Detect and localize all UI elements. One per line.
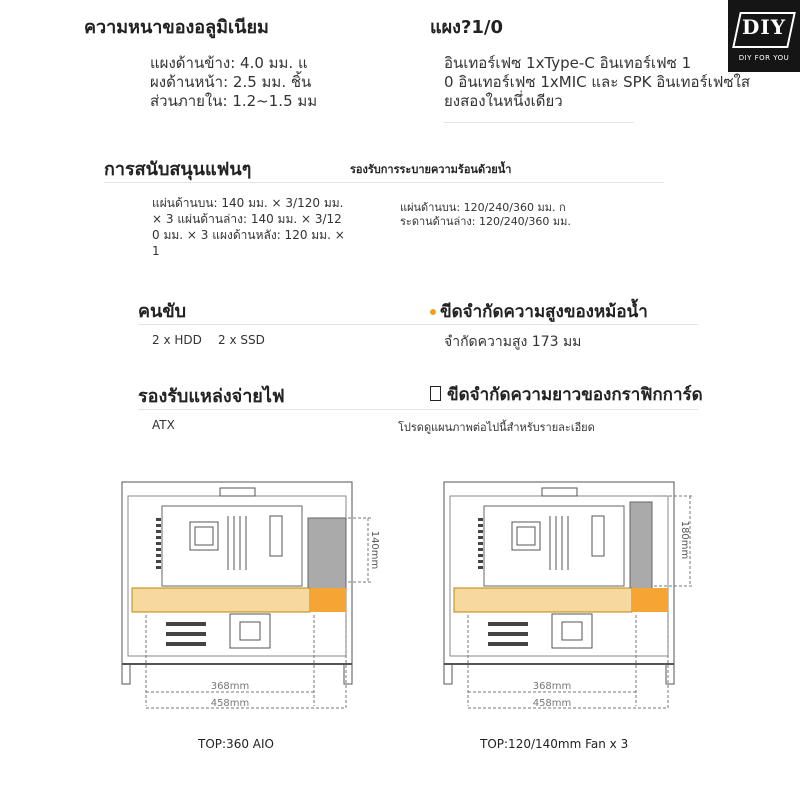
io-line-3: ยงสองในหนึ่งเดียว xyxy=(444,92,563,110)
brand-logo xyxy=(728,0,800,72)
water-title: รองรับการระบายความร้อนด้วยน้ำ xyxy=(350,163,512,176)
outer-dim-label: 458mm xyxy=(210,698,250,709)
side-dim-label: 140mm xyxy=(369,530,380,570)
logo-tagline: DIY FOR YOU xyxy=(738,54,790,62)
outer-dim-label: 458mm xyxy=(532,698,572,709)
cooler-title xyxy=(430,298,648,325)
gpu-title-text: ขีดจำกัดความยาวของกราฟิกการ์ด xyxy=(447,385,703,405)
io-divider xyxy=(444,122,634,123)
logo-mark: DIY xyxy=(742,15,786,39)
water-line-2: ระดานด้านล่าง: 120/240/360 มม. xyxy=(400,215,571,228)
io-title: แผง?1/0 xyxy=(430,17,504,38)
aluminum-title: ความหนาของอลูมิเนียม xyxy=(84,17,269,38)
orange-bullet-icon xyxy=(430,309,436,315)
drives-ssd: 2 x SSD xyxy=(218,333,265,347)
cooler-title-text: ขีดจำกัดความสูงของหม้อน้ำ xyxy=(440,302,648,322)
fan-divider xyxy=(104,182,664,183)
fan-line-2: × 3 แผ่นด้านล่าง: 140 มม. × 3/12 xyxy=(152,212,342,226)
diagram-2-caption: TOP:120/140mm Fan x 3 xyxy=(480,737,629,751)
fan-line-3: 0 มม. × 3 แผงด้านหลัง: 120 มม. × xyxy=(152,228,345,242)
gpu-end-zone xyxy=(310,588,346,612)
gpu-end-zone xyxy=(632,588,668,612)
drives-hdd: 2 x HDD xyxy=(152,333,202,347)
aluminum-line-1: แผงด้านข้าง: 4.0 มม. แ xyxy=(150,54,308,72)
gpu-zone xyxy=(454,588,632,612)
psu-value: ATX xyxy=(152,418,175,432)
gpu-value: โปรดดูแผนภาพต่อไปนี้สำหรับรายละเอียด xyxy=(398,421,595,434)
fan-title: การสนับสนุนแฟนๆ xyxy=(104,159,252,180)
io-line-2: 0 อินเทอร์เฟซ 1xMIC และ SPK อินเทอร์เฟซใส xyxy=(444,73,750,91)
gpu-title xyxy=(430,381,703,408)
side-dim-label: 180mm xyxy=(679,520,690,560)
fan-block xyxy=(630,502,652,590)
case-diagram-1 xyxy=(110,470,410,720)
cooler-value: จำกัดความสูง 173 มม xyxy=(444,334,582,350)
psu-title: รองรับแหล่งจ่ายไฟ xyxy=(138,386,285,407)
drives-title: คนขับ xyxy=(138,301,187,322)
psu-divider xyxy=(138,409,698,410)
placeholder-box-icon xyxy=(430,386,441,401)
diagram-1-caption: TOP:360 AIO xyxy=(198,737,274,751)
case-diagram-2 xyxy=(432,470,732,720)
fan-line-4: 1 xyxy=(152,244,160,258)
water-line-1: แผ่นด้านบน: 120/240/360 มม. ก xyxy=(400,201,566,214)
gpu-zone xyxy=(132,588,310,612)
fan-line-1: แผ่นด้านบน: 140 มม. × 3/120 มม. xyxy=(152,196,344,210)
aluminum-line-2: ผงด้านหน้า: 2.5 มม. ชิ้น xyxy=(150,73,312,91)
aluminum-line-3: ส่วนภายใน: 1.2~1.5 มม xyxy=(150,92,318,110)
inner-dim-label: 368mm xyxy=(532,681,572,692)
radiator-block xyxy=(308,518,346,590)
io-line-1: อินเทอร์เฟซ 1xType-C อินเทอร์เฟซ 1 xyxy=(444,54,692,72)
inner-dim-label: 368mm xyxy=(210,681,250,692)
